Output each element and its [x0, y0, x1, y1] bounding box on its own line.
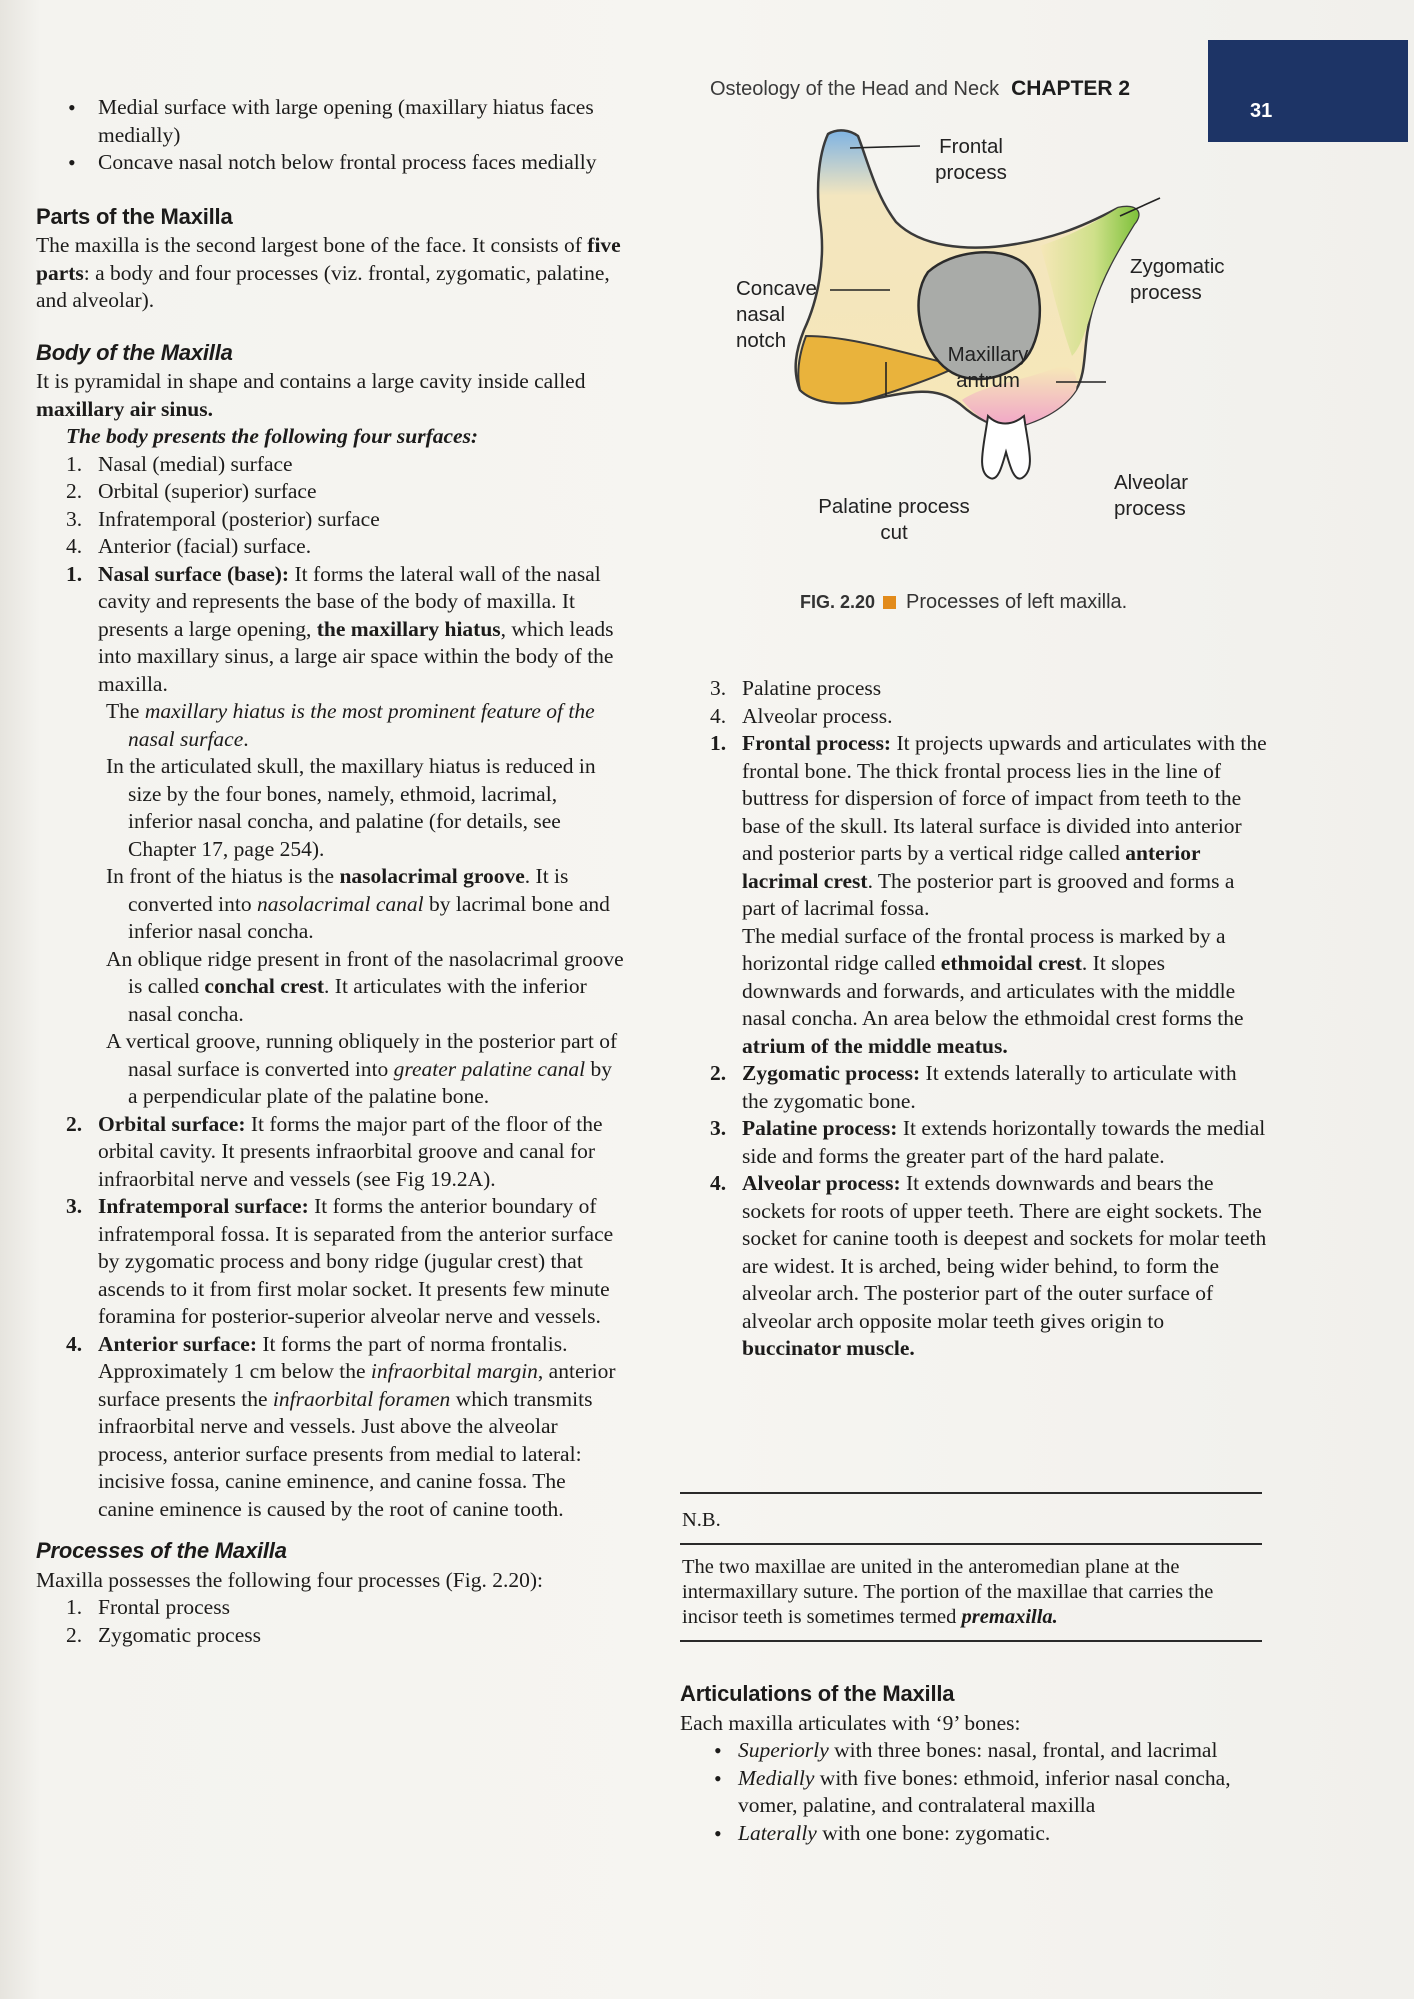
- nb-title: N.B.: [682, 1509, 721, 1531]
- frontal-process-item: [680, 730, 1268, 923]
- label-zygomatic-process: Zygomatic process: [1130, 255, 1225, 304]
- text-run: with one bone: zygomatic.: [816, 1820, 1051, 1845]
- text-run: An oblique ridge present in front of the nasolacrimal groove is called: [106, 946, 624, 998]
- text-run-italic: infraorbital foramen: [272, 1386, 451, 1411]
- item-number: 2.: [710, 1061, 727, 1085]
- text-run: It forms the major part of the floor of the orbital cavity. It presents infraorbital groove and canal for infraorbital nerve and vessels (see Fig 19.2A).: [98, 1111, 603, 1191]
- label-concave-nasal-notch: Concave nasal notch: [736, 277, 817, 352]
- body-heading: Body of the Maxilla: [36, 339, 233, 365]
- text-run: A vertical groove, running obliquely in the posterior part of nasal surface is converted into: [106, 1029, 618, 1081]
- text-run-bold: buccinator muscle.: [742, 1336, 915, 1360]
- text-run-bold: the maxillary hiatus: [316, 616, 501, 641]
- articulations-heading: Articulations of the Maxilla: [680, 1681, 955, 1706]
- surfaces-subheading: The body presents the following four surfaces:: [66, 424, 479, 448]
- text-run: The maxilla is the second largest bone of the face. It consists of: [36, 233, 588, 257]
- nb-box: [680, 1492, 1262, 1642]
- item-title: Palatine process:: [742, 1116, 898, 1140]
- item-text: Orbital (superior) surface: [98, 479, 317, 503]
- label-frontal-process: Frontal process: [935, 135, 1007, 184]
- articulations-intro: Each maxilla articulates with ‘9’ bones:: [680, 1710, 1021, 1735]
- text-run-italic: Superiorly: [738, 1738, 829, 1762]
- list-item: • Concave nasal notch below frontal process faces medially: [36, 149, 626, 177]
- item-title: Nasal surface (base):: [98, 561, 290, 586]
- text-run: , which leads into maxillary sinus, a large air space within the body of the maxilla.: [98, 616, 614, 696]
- surface-list-item: [36, 506, 626, 534]
- text-run: It extends laterally to articulate with the zygomatic bone.: [742, 1061, 1237, 1113]
- item-number: 1.: [66, 451, 83, 476]
- text-run-bold: nasolacrimal groove: [339, 864, 525, 888]
- item-number: 3.: [66, 1194, 83, 1218]
- text-run: It forms the lateral wall of the nasal cavity and represents the base of the body of maxilla. It presents a large opening,: [98, 561, 601, 641]
- text-run-italic: maxillary hiatus is the most prominent feature of the nasal surface: [128, 699, 595, 751]
- figure-caption: [800, 591, 1127, 614]
- chapter-label: CHAPTER 2: [1011, 77, 1131, 100]
- nb-bottom-rule: [680, 1640, 1262, 1642]
- text-run-italic: nasolacrimal canal: [256, 891, 424, 916]
- process-list-item: [680, 703, 1268, 731]
- text-run-bold: anterior lacrimal crest: [742, 841, 1201, 893]
- left-column: [36, 94, 626, 1649]
- surface-list-item: [36, 533, 626, 561]
- text-run-bold: maxillary air sinus.: [36, 396, 213, 421]
- text-run-italic: infraorbital margin: [370, 1359, 538, 1383]
- text-run: which transmits infraorbital nerve and vessels. Just above the alveolar process, anterior surface presents from medial to lateral: incisive fossa, canine eminence, and canine fossa. The canine eminence is caused by the root of canine tooth.: [98, 1386, 593, 1521]
- item-number: 1.: [66, 561, 83, 586]
- process-list-item: [36, 1622, 626, 1650]
- text-run: It forms the anterior boundary of infratemporal fossa. It is separated from the anterior surface by zygomatic process and bony ridge (jugular crest) that ascends to it from first molar socket. It presents few minute foramina for posterior-superior alveolar nerve and vessels.: [98, 1194, 614, 1328]
- text-run: . The posterior part is grooved and forms a part of lacrimal fossa.: [742, 868, 1235, 920]
- item-number: 2.: [66, 1111, 83, 1136]
- text-run: by a perpendicular plate of the palatine bone.: [128, 1056, 613, 1108]
- anterior-surface-item: [36, 1331, 626, 1524]
- label-alveolar-process: Alveolar process: [1114, 471, 1189, 520]
- hiatus-note: [36, 698, 626, 753]
- frontal-medial-paragraph: [680, 923, 1268, 1061]
- articulated-skull-note: In the articulated skull, the maxillary hiatus is reduced in size by the four bones, namely, ethmoid, lacrimal, inferior nasal concha, and palatine (for details, see Chapter 17, page 254).: [106, 754, 596, 861]
- item-title: Infratemporal surface:: [98, 1194, 309, 1218]
- text-run: . It slopes downwards and forwards, and articulates with the middle nasal concha. An area below the ethmoidal crest forms the: [742, 951, 1244, 1030]
- text-run: The two maxillae are united in the anteromedian plane at the intermaxillary suture. The portion of the maxillae that carries the incisor teeth is sometimes termed: [682, 1556, 1214, 1628]
- conchal-crest-note: [36, 946, 626, 1029]
- right-column: [680, 675, 1268, 1363]
- body-paragraph: [36, 368, 626, 423]
- list-item: [680, 1765, 1270, 1820]
- processes-heading: Processes of the Maxilla: [36, 1538, 287, 1563]
- nasolacrimal-note: [36, 863, 626, 946]
- articulations-section: [680, 1680, 1270, 1847]
- item-text: Palatine process: [742, 676, 882, 700]
- running-head: [710, 77, 1250, 101]
- item-text: Nasal (medial) surface: [98, 451, 293, 476]
- list-item: [680, 1737, 1270, 1765]
- text-run: by lacrimal bone and inferior nasal concha.: [128, 891, 610, 943]
- text-run: : a body and four processes (viz. frontal, zygomatic, palatine, and alveolar).: [36, 260, 610, 312]
- text-run: with three bones: nasal, frontal, and lacrimal: [828, 1738, 1218, 1762]
- page-number: 31: [1250, 100, 1273, 122]
- text-run-bold: five parts: [36, 233, 621, 285]
- running-title: Osteology of the Head and Neck: [710, 78, 1000, 100]
- process-list-item: [36, 1594, 626, 1622]
- text-run: It extends horizontally towards the medial side and forms the greater part of the hard palate.: [742, 1116, 1266, 1168]
- item-title: Alveolar process:: [742, 1171, 901, 1195]
- nb-body: [680, 1545, 1262, 1640]
- intro-bullet-list: [36, 94, 626, 177]
- text-run: . It is converted into: [128, 864, 569, 916]
- item-number: 4.: [710, 1171, 727, 1195]
- alveolar-process-item: [680, 1170, 1268, 1363]
- text-run-italic: Medially: [738, 1765, 815, 1790]
- label-maxillary-antrum: Maxillary antrum: [947, 343, 1029, 392]
- list-item: [680, 1820, 1270, 1848]
- figure-number: FIG. 2.20: [800, 592, 876, 612]
- parts-heading: Parts of the Maxilla: [36, 203, 233, 229]
- item-title: Zygomatic process:: [742, 1061, 921, 1085]
- text-run-bold: conchal crest: [204, 974, 325, 998]
- text-run: The: [106, 699, 145, 723]
- text-run-italic: Laterally: [738, 1820, 817, 1845]
- processes-intro: Maxilla possesses the following four processes (Fig. 2.20):: [36, 1567, 543, 1592]
- item-text: Frontal process: [98, 1595, 230, 1619]
- item-number: 3.: [66, 506, 83, 531]
- palatine-canal-note: [36, 1028, 626, 1111]
- text-run: It is pyramidal in shape and contains a large cavity inside called: [36, 369, 586, 393]
- list-item: • Medial surface with large opening (maxillary hiatus faces medially): [36, 94, 626, 149]
- item-title: Anterior surface:: [98, 1331, 258, 1356]
- text-run-bold: ethmoidal crest: [940, 951, 1082, 975]
- tooth-shape: [982, 416, 1030, 479]
- zygomatic-process-item: [680, 1060, 1268, 1115]
- text-run: It forms the part of norma frontalis. Approximately 1 cm below the: [98, 1331, 568, 1383]
- text-run: It extends downwards and bears the sockets for roots of upper teeth. There are eight sockets. The socket for canine tooth is deepest and sockets for molar teeth are widest. It is arched, being wider behind, to form the alveolar arch. The posterior part of the outer surface of alveolar arch opposite molar teeth gives origin to: [742, 1171, 1267, 1333]
- text-run-italic: premaxilla.: [961, 1606, 1058, 1628]
- process-list-item: [680, 675, 1268, 703]
- item-number: 4.: [66, 1331, 83, 1356]
- text-run: The medial surface of the frontal process is marked by a horizontal ridge called: [742, 923, 1226, 975]
- text-run: In front of the hiatus is the: [106, 864, 340, 888]
- nasal-surface-item: [36, 561, 626, 699]
- item-text: Infratemporal (posterior) surface: [98, 506, 380, 531]
- item-text: Alveolar process.: [742, 703, 893, 728]
- item-text: Anterior (facial) surface.: [98, 534, 312, 558]
- text-run: . It articulates with the inferior nasal concha.: [128, 974, 587, 1026]
- item-text: Zygomatic process: [98, 1622, 261, 1647]
- infratemporal-surface-item: [36, 1193, 626, 1331]
- item-number: 2.: [66, 479, 83, 503]
- item-title: Orbital surface:: [98, 1111, 246, 1136]
- parts-paragraph: [36, 232, 626, 315]
- maxilla-figure: [700, 100, 1300, 620]
- surface-list-item: [36, 451, 626, 479]
- articulations-list: [680, 1737, 1270, 1847]
- item-number: 4.: [710, 703, 727, 728]
- item-number: 1.: [710, 731, 727, 755]
- item-title: Frontal process:: [742, 731, 892, 755]
- figure-caption-text: Processes of left maxilla.: [906, 591, 1128, 613]
- orbital-surface-item: [36, 1111, 626, 1194]
- text-run: .: [243, 726, 249, 751]
- item-number: 4.: [66, 534, 83, 558]
- text-run-bold: atrium of the middle meatus.: [742, 1033, 1008, 1058]
- palatine-process-item: [680, 1115, 1268, 1170]
- item-number: 1.: [66, 1595, 83, 1619]
- item-number: 3.: [710, 676, 727, 700]
- item-number: 2.: [66, 1622, 83, 1647]
- text-run: with five bones: ethmoid, inferior nasal concha, vomer, palatine, and contralateral maxilla: [738, 1765, 1231, 1817]
- label-palatine-process-cut: Palatine process cut: [818, 495, 970, 544]
- text-run-italic: greater palatine canal: [393, 1056, 586, 1081]
- text-run: , anterior surface presents the: [98, 1359, 616, 1411]
- text-run: It projects upwards and articulates with the frontal bone. The thick frontal process lies in the line of buttress for dispersion of force of impact from teeth to the base of the skull. Its lateral surface is divided into anterior and posterior parts by a vertical ridge called: [742, 731, 1267, 865]
- caption-bullet-icon: [883, 596, 896, 609]
- surface-list-item: [36, 478, 626, 506]
- item-number: 3.: [710, 1116, 727, 1140]
